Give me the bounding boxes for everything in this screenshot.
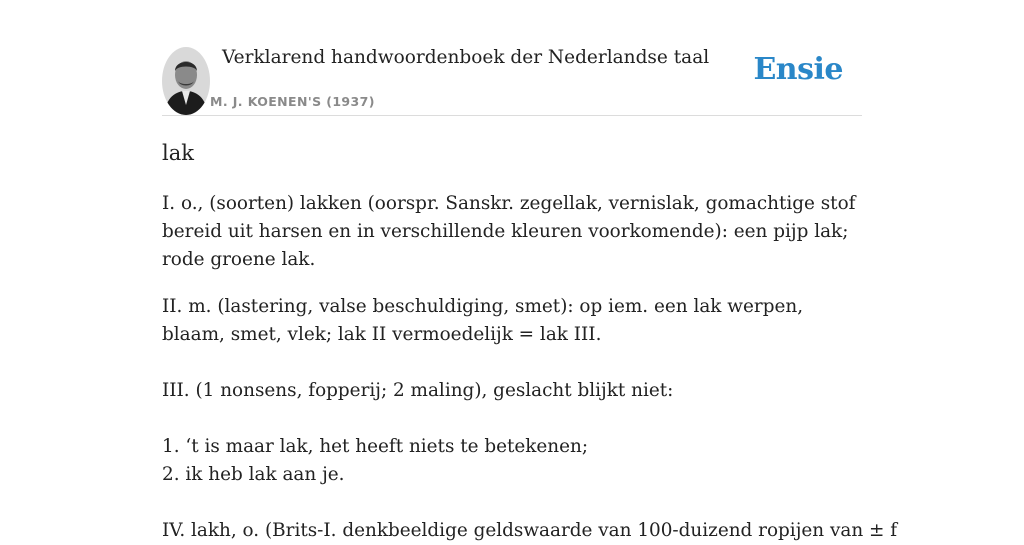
entry-sense-3: III. (1 nonsens, fopperij; 2 maling), geslacht blijkt niet: xyxy=(162,380,674,401)
ensie-logo-link[interactable]: Ensie xyxy=(753,52,843,87)
entry-content xyxy=(162,138,898,545)
entry-sense-1: I. o., (soorten) lakken (oorspr. Sanskr. zegellak, vernislak, gomachtige stof bereid uit harsen en in verschillende kleuren voorkomende): een pijp lak; rode groene lak. xyxy=(162,193,856,270)
dictionary-subtitle: M. J. KOENEN'S (1937) xyxy=(210,94,375,109)
entry-sense-4: IV. lakh, o. (Brits-I. denkbeeldige geldswaarde van 100-duizend ropijen van ± f xyxy=(162,520,898,541)
dictionary-title: Verklarend handwoordenboek der Nederlandse taal xyxy=(222,47,710,68)
author-portrait xyxy=(162,47,210,115)
entry-headword: lak xyxy=(162,141,194,165)
entry-example-list xyxy=(162,433,867,489)
list-item: 2. ik heb lak aan je. xyxy=(162,464,345,485)
entry-sense-2: II. m. (lastering, valse beschuldiging, smet): op iem. een lak werpen, blaam, smet, vlek; lak II vermoedelijk = lak III. xyxy=(162,296,804,345)
site-header xyxy=(162,44,862,116)
list-item: 1. ‘t is maar lak, het heeft niets te betekenen; xyxy=(162,436,589,457)
